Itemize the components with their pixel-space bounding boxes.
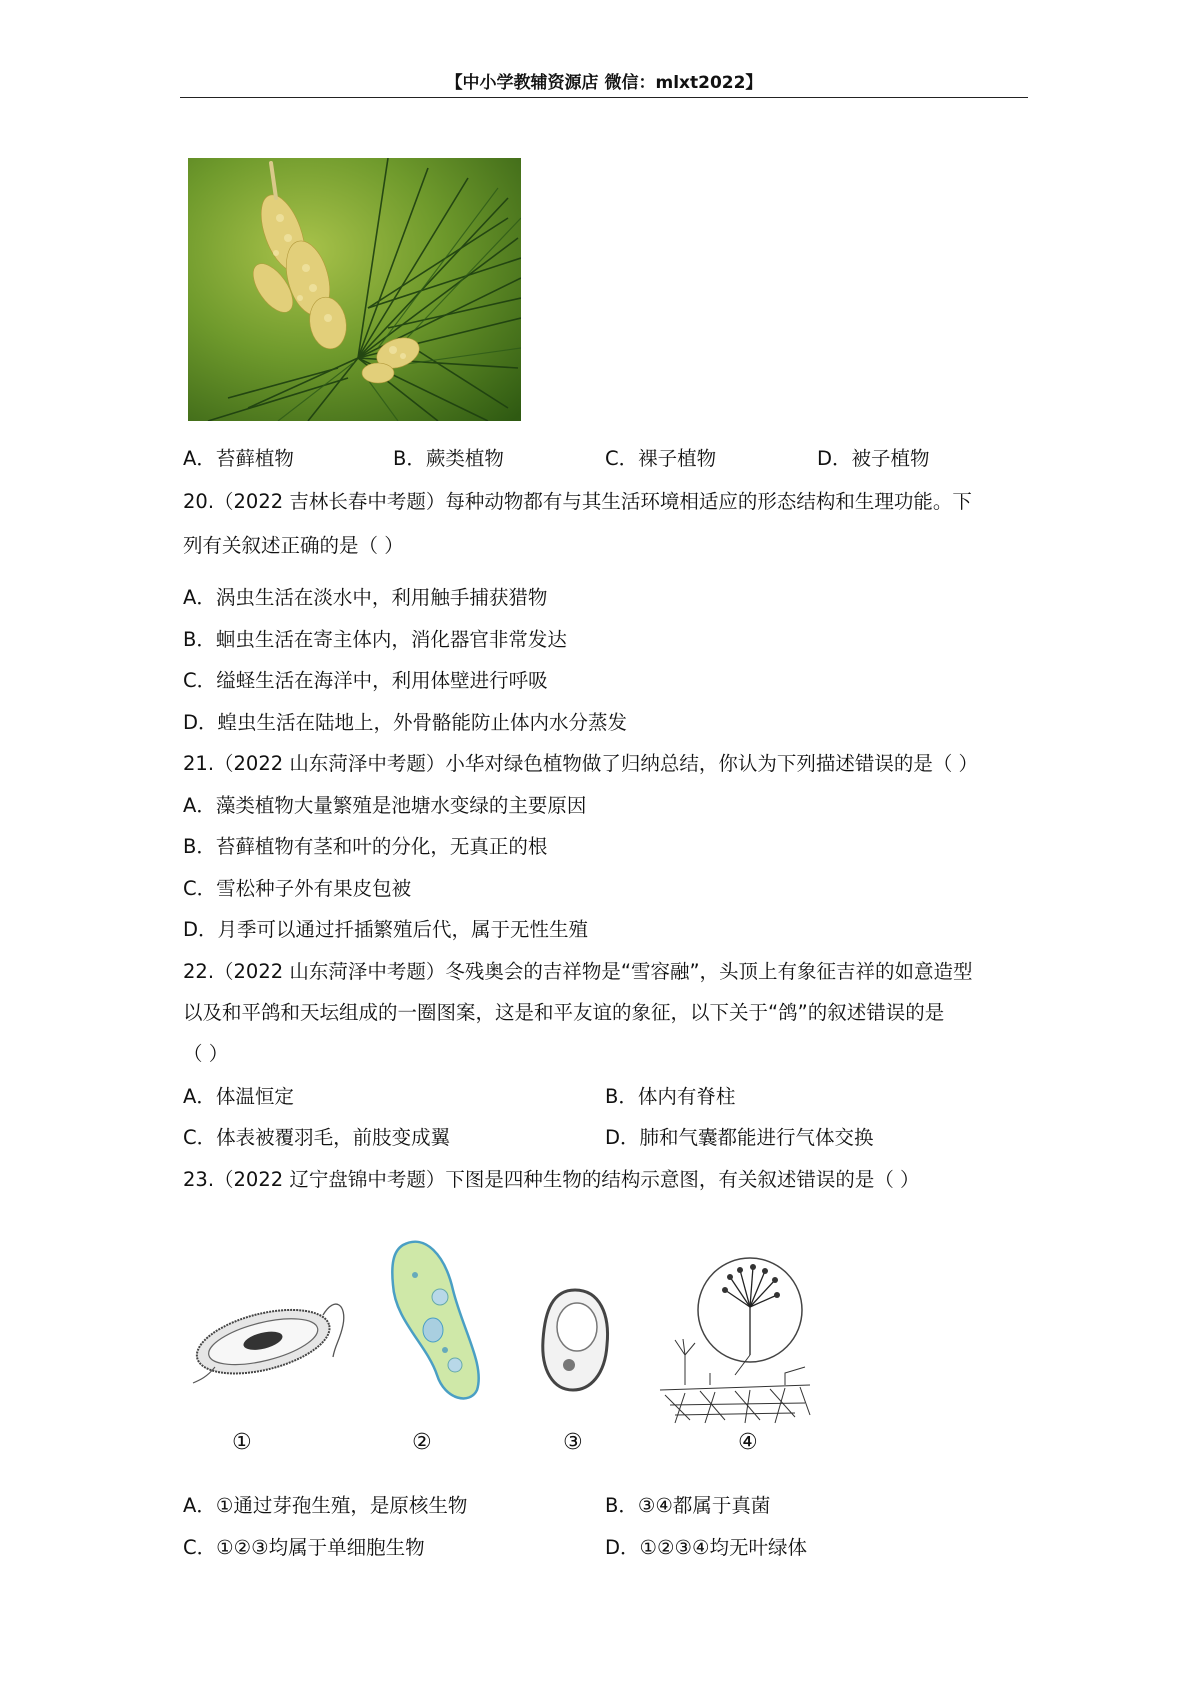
option-text: 体温恒定 [215,1085,294,1108]
option-text: 肺和气囊都能进行气体交换 [639,1126,874,1149]
option-letter: C． [183,1126,217,1149]
q21-option-b[interactable] [183,834,547,860]
q20-option-c[interactable] [183,668,548,694]
q20-stem-line2: 列有关叙述正确的是（ ） [183,534,404,557]
option-letter: B． [605,1085,638,1108]
option-text: 蝗虫生活在陆地上，外骨骼能防止体内水分蒸发 [217,711,628,734]
q19-option-a[interactable] [183,446,294,472]
option-text: ①通过芽孢生殖，是原核生物 [215,1494,468,1517]
option-text: 月季可以通过扦插繁殖后代，属于无性生殖 [217,918,589,941]
option-letter: D． [605,1126,640,1149]
q21-option-a[interactable] [183,793,586,819]
figure-label-1: ① [232,1430,252,1455]
mold-figure [655,1255,815,1425]
q23-stem: 23.（2022 辽宁盘锦中考题）下图是四种生物的结构示意图，有关叙述错误的是（ ） [183,1168,920,1191]
q22-option-c[interactable] [183,1125,450,1151]
q22-option-b[interactable] [605,1084,735,1110]
option-letter: B． [183,835,216,858]
q22-stem-line3: （ ） [183,1042,229,1065]
option-letter: D． [183,711,218,734]
option-letter: D． [183,918,218,941]
paramecium-figure [385,1235,495,1405]
q22-option-d[interactable] [605,1125,874,1151]
pine-branch-photo [188,158,521,421]
option-letter: C． [183,1536,217,1559]
option-text: 苔藓植物 [215,447,294,470]
q21-option-d[interactable] [183,917,588,943]
option-letter: B． [393,447,426,470]
q21-option-c[interactable] [183,876,411,902]
page-header: 【中小学教辅资源店 微信：mlxt2022】 [445,73,763,93]
option-text: 雪松种子外有果皮包被 [216,877,412,900]
q23-figure [185,1235,845,1465]
bacterium-figure [185,1285,355,1385]
q23-option-d[interactable] [605,1535,807,1561]
option-text: 体内有脊柱 [637,1085,736,1108]
q20-option-b[interactable] [183,627,567,653]
option-letter: D． [605,1536,640,1559]
figure-label-2: ② [412,1430,432,1455]
option-letter: D． [817,447,852,470]
q19-option-c[interactable] [605,446,716,472]
option-letter: B． [183,628,216,651]
q19-option-b[interactable] [393,446,504,472]
option-letter: B． [605,1494,638,1517]
q22-stem-line1: 22.（2022 山东菏泽中考题）冬残奥会的吉祥物是“雪容融”，头顶上有象征吉祥的如意造型 [183,960,973,983]
option-text: 被子植物 [851,447,930,470]
option-text: ③④都属于真菌 [637,1494,771,1517]
q20-option-d[interactable] [183,710,627,736]
q23-option-c[interactable] [183,1535,425,1561]
option-text: 蛔虫生活在寄主体内，消化器官非常发达 [215,628,567,651]
q19-option-d[interactable] [817,446,930,472]
option-text: ①②③④均无叶绿体 [639,1536,807,1559]
option-letter: A． [183,447,216,470]
q20-option-a[interactable] [183,585,547,611]
option-letter: C． [605,447,639,470]
q21-stem: 21.（2022 山东菏泽中考题）小华对绿色植物做了归纳总结，你认为下列描述错误的是（ ） [183,752,979,775]
q22-option-a[interactable] [183,1084,294,1110]
option-text: 裸子植物 [638,447,717,470]
option-letter: A． [183,1085,216,1108]
option-text: 藻类植物大量繁殖是池塘水变绿的主要原因 [215,794,587,817]
q23-option-a[interactable] [183,1493,467,1519]
option-letter: A． [183,586,216,609]
option-letter: C． [183,669,217,692]
option-text: 缢蛏生活在海洋中，利用体壁进行呼吸 [216,669,548,692]
option-letter: C． [183,877,217,900]
option-text: 苔藓植物有茎和叶的分化，无真正的根 [215,835,548,858]
option-text: ①②③均属于单细胞生物 [216,1536,425,1559]
header-divider [180,97,1028,98]
figure-label-3: ③ [563,1430,583,1455]
q22-stem-line2: 以及和平鸽和天坛组成的一圈图案，这是和平友谊的象征，以下关于“鸽”的叙述错误的是 [183,1001,945,1024]
q20-stem-line1: 20.（2022 吉林长春中考题）每种动物都有与其生活环境相适应的形态结构和生理功能。下 [183,490,972,513]
yeast-figure [535,1285,615,1395]
option-text: 体表被覆羽毛，前肢变成翼 [216,1126,451,1149]
figure-label-4: ④ [738,1430,758,1455]
option-letter: A． [183,794,216,817]
option-letter: A． [183,1494,216,1517]
option-text: 蕨类植物 [425,447,504,470]
option-text: 涡虫生活在淡水中，利用触手捕获猎物 [215,586,548,609]
q23-option-b[interactable] [605,1493,770,1519]
